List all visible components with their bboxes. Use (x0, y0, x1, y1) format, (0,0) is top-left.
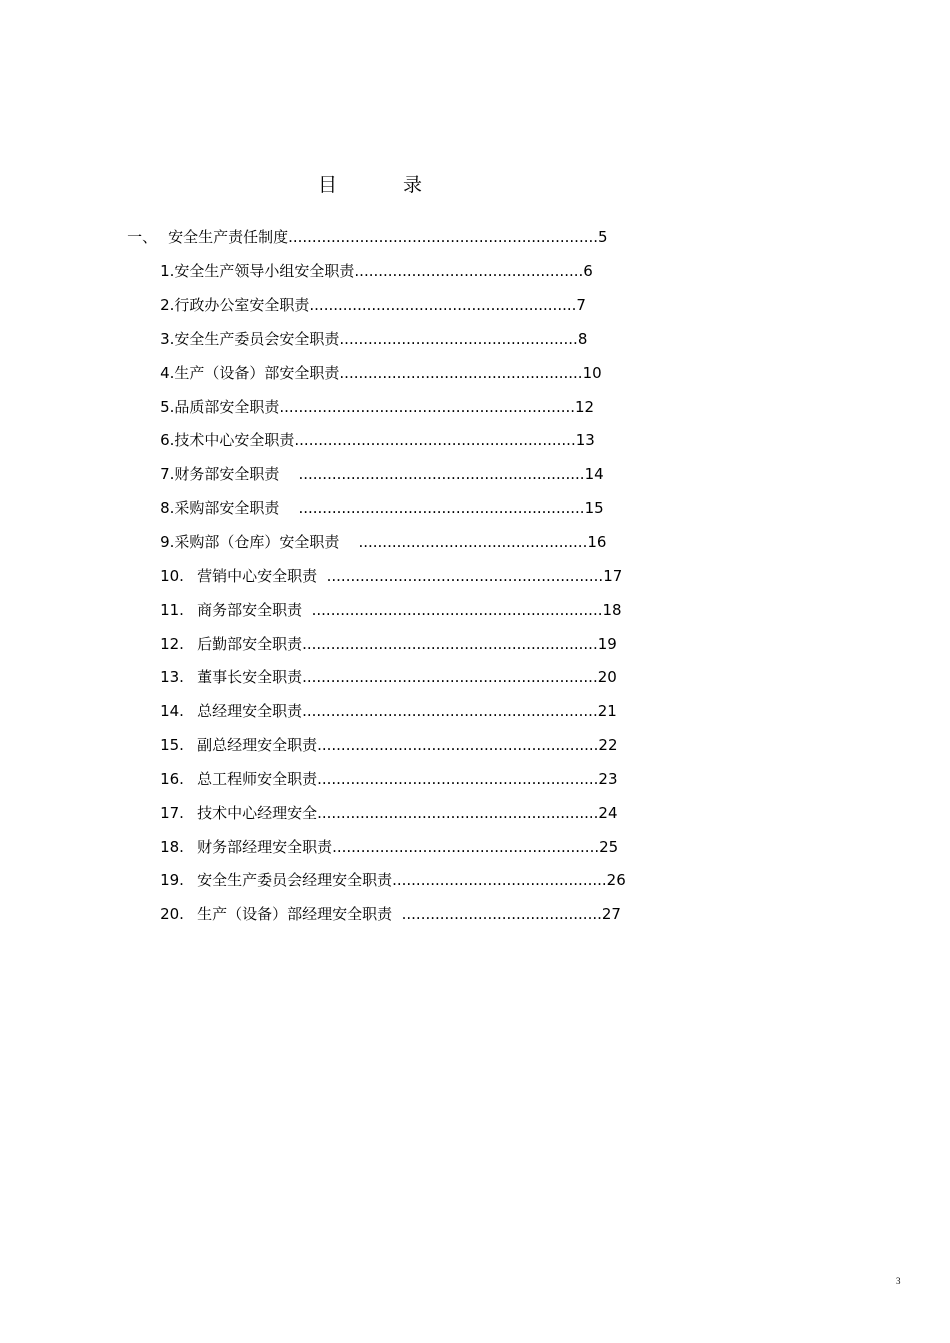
toc-entry-page: 5 (598, 228, 608, 246)
toc-leader-dots: ........................................................... (317, 804, 599, 822)
toc-entry-page: 24 (598, 804, 618, 822)
toc-leader-dots: ........................................................... (317, 770, 599, 788)
toc-entry-number: 17. (160, 804, 184, 822)
toc-entry-page: 18 (602, 601, 622, 619)
toc-entry-title: 4.生产（设备）部安全职责 (160, 364, 340, 382)
toc-entry-page: 25 (599, 838, 619, 856)
toc-entry-title: 8.采购部安全职责 (160, 499, 299, 517)
toc-entry-number: 一、 (127, 228, 158, 246)
toc-entry-page: 7 (576, 296, 586, 314)
toc-entry-number: 14. (160, 702, 184, 720)
toc-entry-page: 17 (603, 567, 623, 585)
toc-entry-page: 13 (575, 431, 595, 449)
toc-entry-title: 1.安全生产领导小组安全职责 (160, 262, 355, 280)
toc-entry-page: 22 (598, 736, 618, 754)
toc-leader-dots: ........................................................ (332, 838, 600, 856)
toc-entry-page: 20 (597, 668, 617, 686)
toc-entry-number: 16. (160, 770, 184, 788)
toc-entry-number: 20. (160, 905, 184, 923)
toc-leader-dots: .......................................................... (326, 567, 604, 585)
toc-leader-dots: ........................................................... (294, 431, 576, 449)
toc-entry-page: 6 (583, 262, 593, 280)
toc-leader-dots: ............................................. (392, 871, 607, 889)
toc-entry-title: 3.安全生产委员会安全职责 (160, 330, 340, 348)
toc-entry-title: 7.财务部安全职责 (160, 465, 299, 483)
toc-leader-dots: ................................................... (339, 364, 583, 382)
toc-leader-dots: ........................................................... (317, 736, 599, 754)
toc-entry-number: 10. (160, 567, 184, 585)
toc-entry-number: 15. (160, 736, 184, 754)
toc-entry-page: 8 (577, 330, 588, 348)
toc-entry-title: 副总经理安全职责 (197, 736, 318, 754)
toc-entry-title: 营销中心安全职责 (197, 567, 327, 585)
toc-entry-page: 19 (597, 635, 617, 653)
toc-entry-number: 18. (160, 838, 184, 856)
toc-leader-dots: .............................................................. (279, 398, 576, 416)
toc-entry-page: 27 (601, 905, 621, 923)
toc-leader-dots: .............................................................. (302, 635, 598, 653)
toc-entry-title: 总工程师安全职责 (197, 770, 318, 788)
toc-leader-dots: ................................................ (358, 533, 588, 551)
toc-leader-dots: .................................................. (339, 330, 578, 348)
toc-leader-dots: ............................................................. (311, 601, 603, 619)
toc-entry-title: 生产（设备）部经理安全职责 (197, 905, 402, 923)
toc-entry-page: 16 (587, 533, 607, 551)
toc-leader-dots: .......................................... (401, 905, 602, 923)
toc-entry-number: 11. (160, 601, 184, 619)
toc-leader-dots: ............................................................ (298, 465, 585, 483)
toc-leader-dots: .............................................................. (302, 668, 598, 686)
toc-leader-dots: ................................................ (354, 262, 584, 280)
toc-entry-number: 13. (160, 668, 184, 686)
toc-entry-title: 安全生产委员会经理安全职责 (197, 871, 393, 889)
toc-entry-title: 安全生产责任制度 (168, 228, 289, 246)
toc-leader-dots: .............................................................. (302, 702, 598, 720)
toc-entry-title: 董事长安全职责 (197, 668, 303, 686)
toc-entry-page: 14 (584, 465, 604, 483)
page-title: 目 录 (317, 174, 453, 196)
toc-entry-title: 商务部安全职责 (197, 601, 312, 619)
toc-leader-dots: ............................................................ (298, 499, 585, 517)
toc-entry-number: 19. (160, 871, 184, 889)
toc-entry-page: 26 (606, 871, 626, 889)
toc-entry-page: 10 (582, 364, 602, 382)
toc-entry-title: 2.行政办公室安全职责 (160, 296, 310, 314)
toc-entry-title: 9.采购部（仓库）安全职责 (160, 533, 359, 551)
toc-leader-dots: ................................................................. (288, 228, 599, 246)
toc-entry[interactable] (141, 884, 621, 944)
page-number: 3 (896, 1276, 901, 1286)
toc-entry-page: 21 (597, 702, 617, 720)
toc-entry-page: 15 (584, 499, 604, 517)
toc-entry-title: 总经理安全职责 (197, 702, 303, 720)
toc-entry-title: 后勤部安全职责 (197, 635, 303, 653)
toc-entry-title: 6.技术中心安全职责 (160, 431, 295, 449)
toc-entry-title: 财务部经理安全职责 (197, 838, 333, 856)
toc-entry-title: 技术中心经理安全 (197, 804, 318, 822)
toc-leader-dots: ........................................................ (309, 296, 577, 314)
toc-entry-page: 12 (575, 398, 595, 416)
toc-entry-title: 5.品质部安全职责 (160, 398, 280, 416)
toc-entry-page: 23 (598, 770, 618, 788)
toc-entry-number: 12. (160, 635, 184, 653)
